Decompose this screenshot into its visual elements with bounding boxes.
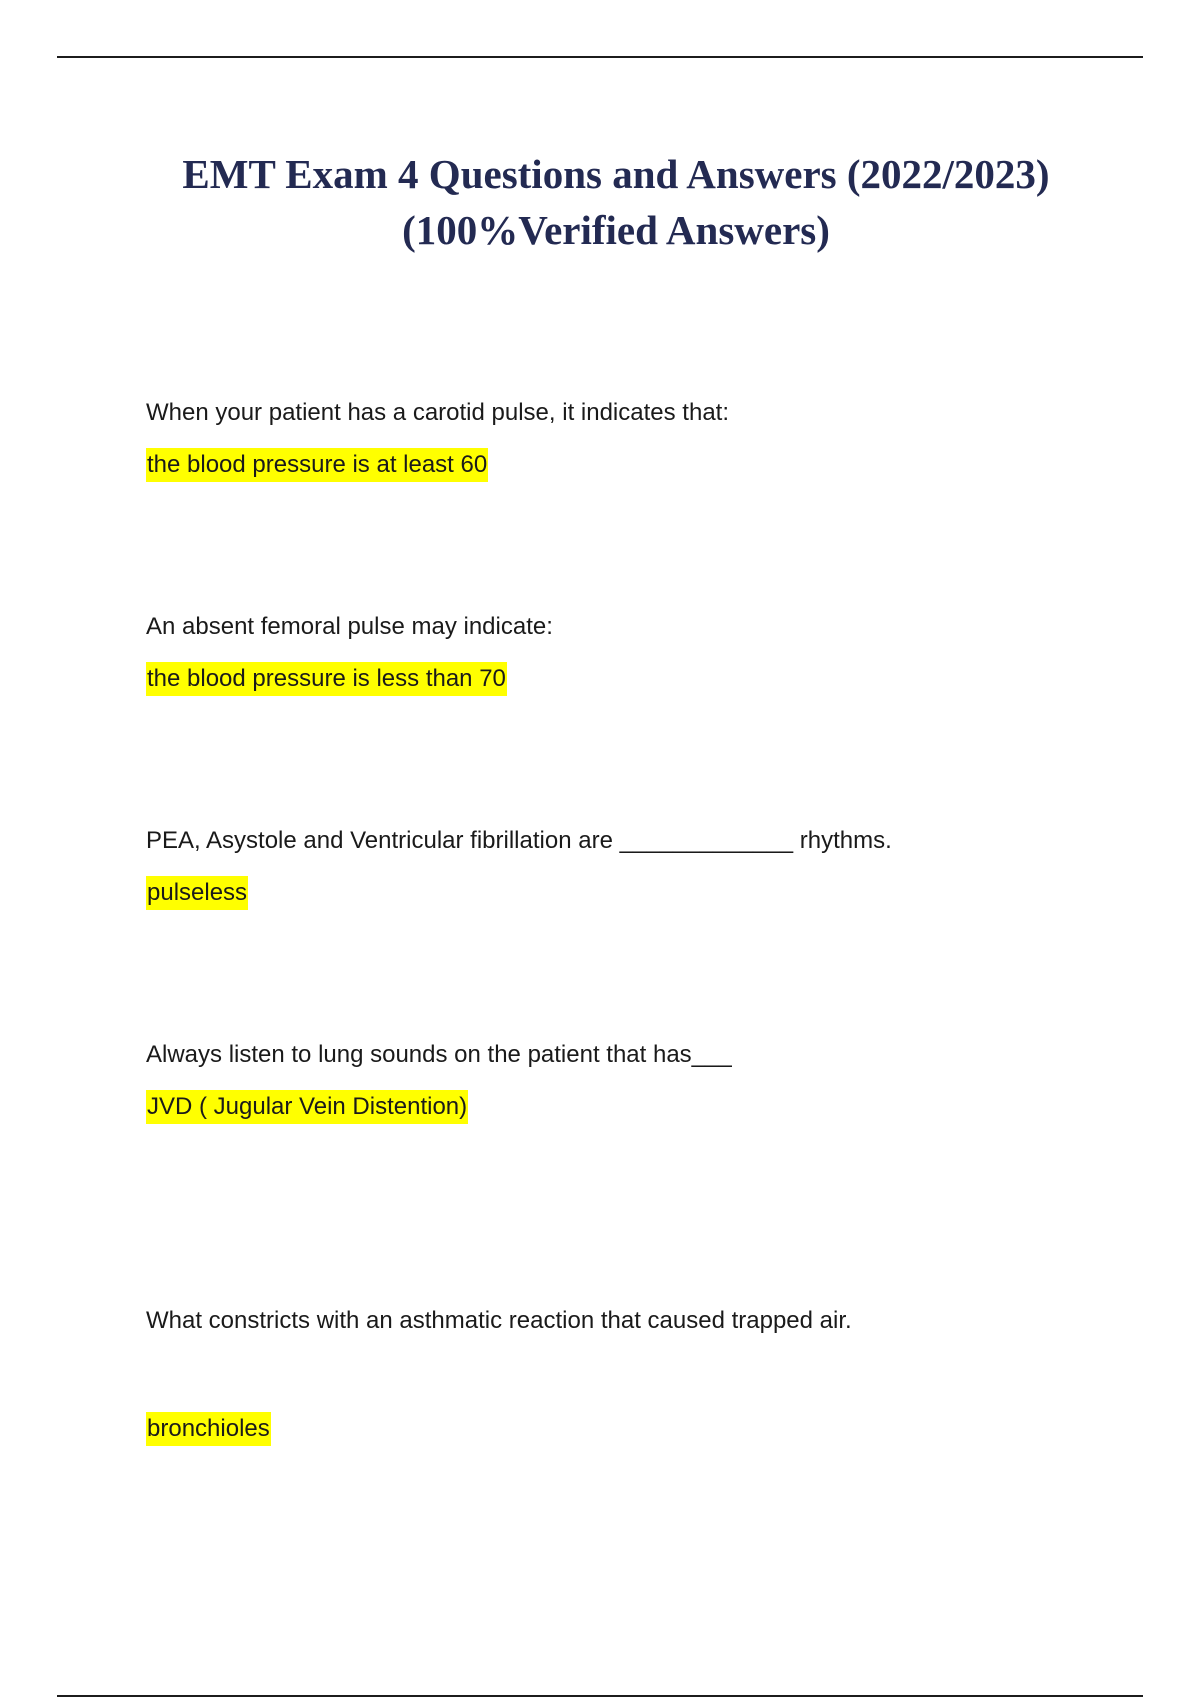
question-text: PEA, Asystole and Ventricular fibrillation are _____________ rhythms. bbox=[146, 827, 892, 854]
question-text: An absent femoral pulse may indicate: bbox=[146, 613, 553, 640]
document-title bbox=[60, 146, 1172, 258]
question-text: What constricts with an asthmatic reaction that caused trapped air. bbox=[146, 1307, 852, 1334]
title-line-2: (100%Verified Answers) bbox=[402, 207, 830, 253]
answer-highlight: bronchioles bbox=[146, 1412, 271, 1446]
header-rule bbox=[57, 56, 1143, 58]
question-text: When your patient has a carotid pulse, it indicates that: bbox=[146, 399, 729, 426]
footer-rule bbox=[57, 1695, 1143, 1697]
answer-highlight: JVD ( Jugular Vein Distention) bbox=[146, 1090, 468, 1124]
question-text: Always listen to lung sounds on the patient that has___ bbox=[146, 1041, 732, 1068]
answer-highlight: pulseless bbox=[146, 876, 248, 910]
answer-highlight: the blood pressure is at least 60 bbox=[146, 448, 488, 482]
answer-highlight: the blood pressure is less than 70 bbox=[146, 662, 507, 696]
title-line-1: EMT Exam 4 Questions and Answers (2022/2023) bbox=[182, 151, 1050, 197]
